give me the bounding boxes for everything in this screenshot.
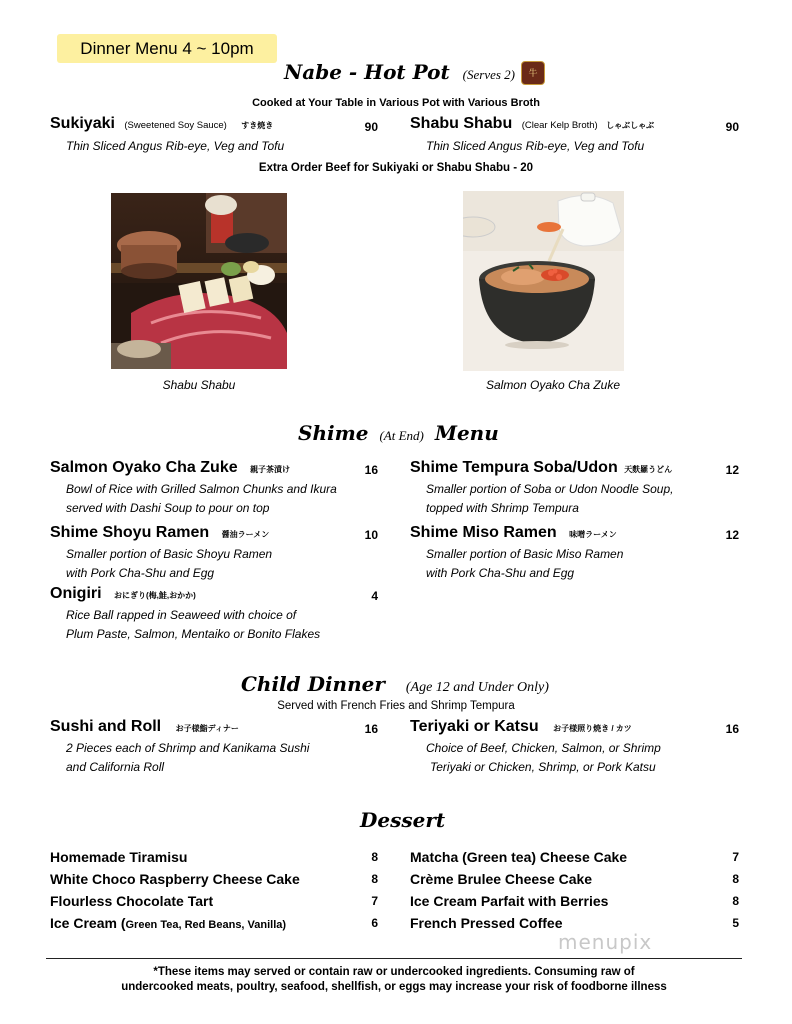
item-japanese: お子様照り焼き / カツ: [553, 724, 632, 733]
nabe-serves: (Serves 2): [462, 67, 516, 82]
shabu-shabu-photo: [111, 193, 287, 369]
price-miso-ramen: 12: [725, 528, 739, 542]
item-japanese: おにぎり(梅,鮭,おかか): [114, 591, 196, 600]
menu-item-sukiyaki: [50, 115, 273, 133]
nabe-title-text: Nabe - Hot Pot: [284, 60, 450, 84]
item-name: Sukiyaki: [50, 115, 115, 132]
menu-item-miso-ramen: [410, 524, 617, 542]
menu-item-shabu-shabu: [410, 115, 654, 133]
desc-salmon-oyako-1: Bowl of Rice with Grilled Salmon Chunks and Ikura: [66, 482, 337, 496]
desc-sukiyaki: Thin Sliced Angus Rib-eye, Veg and Tofu: [66, 139, 285, 153]
cha-zuke-illustration: [463, 191, 624, 371]
price-tempura-soba: 12: [725, 463, 739, 477]
dessert-chocolate-tart: Flourless Chocolate Tart: [50, 893, 214, 909]
desc-onigiri-1: Rice Ball rapped in Seaweed with choice of: [66, 608, 297, 622]
item-name: Shime Miso Ramen: [410, 524, 557, 541]
dessert-white-choco: White Choco Raspberry Cheese Cake: [50, 871, 300, 887]
desc-sushi-roll-1: 2 Pieces each of Shrimp and Kanikama Sushi: [66, 741, 310, 755]
desc-teriyaki-katsu-1: Choice of Beef, Chicken, Salmon, or Shrimp: [426, 741, 661, 755]
dessert-creme-brulee: Crème Brulee Cheese Cake: [410, 871, 593, 887]
price-shoyu-ramen: 10: [364, 528, 378, 542]
desc-shabu-shabu: Thin Sliced Angus Rib-eye, Veg and Tofu: [426, 139, 645, 153]
dessert-tiramisu: Homemade Tiramisu: [50, 849, 188, 865]
caption-cha-zuke: Salmon Oyako Cha Zuke: [485, 378, 621, 392]
menu-item-tempura-soba: [410, 459, 672, 477]
price-onigiri: 4: [371, 589, 378, 603]
price-chocolate-tart: 7: [371, 894, 378, 908]
shabu-shabu-illustration: [111, 193, 287, 369]
item-name: Sushi and Roll: [50, 718, 162, 735]
child-intro: Served with French Fries and Shrimp Tempura: [277, 700, 515, 712]
item-japanese: 親子茶漬け: [250, 465, 291, 474]
item-japanese: しゃぶしゃぶ: [606, 121, 655, 130]
footer-divider: [46, 958, 742, 959]
shime-title-a: Shime: [298, 421, 369, 445]
disclaimer-line-2: undercooked meats, poultry, seafood, shellfish, or eggs may increase your risk of foodborne illness: [121, 981, 667, 993]
desc-tempura-soba-1: Smaller portion of Soba or Udon Noodle Soup,: [426, 482, 674, 496]
child-age-note: (Age 12 and Under Only): [405, 680, 549, 695]
item-note: (Clear Kelp Broth): [521, 120, 598, 131]
desc-tempura-soba-2: topped with Shrimp Tempura: [426, 501, 579, 515]
raw-food-disclaimer: [46, 965, 742, 995]
menupix-watermark: menupix: [558, 930, 653, 954]
price-white-choco: 8: [371, 872, 378, 886]
desc-salmon-oyako-2: served with Dashi Soup to pour on top: [66, 501, 270, 515]
extra-beef-note: Extra Order Beef for Sukiyaki or Shabu Shabu - 20: [258, 162, 534, 174]
cha-zuke-photo: [463, 191, 624, 371]
shime-title: [298, 421, 499, 445]
desc-miso-ramen-1: Smaller portion of Basic Miso Ramen: [426, 547, 624, 561]
child-dinner-title: [241, 672, 549, 696]
menu-item-teriyaki-katsu: [410, 718, 632, 736]
price-parfait: 8: [732, 894, 739, 908]
price-teriyaki-katsu: 16: [725, 722, 739, 736]
child-title-text: Child Dinner: [241, 672, 385, 696]
dessert-ice-cream: [50, 915, 286, 931]
item-japanese: 味噌ラーメン: [569, 530, 617, 539]
price-salmon-oyako: 16: [364, 463, 378, 477]
item-japanese: すき焼き: [241, 121, 274, 130]
item-name: Salmon Oyako Cha Zuke: [50, 459, 238, 476]
item-name: Shime Shoyu Ramen: [50, 524, 210, 541]
menu-item-shoyu-ramen: [50, 524, 269, 542]
dessert-ice-cream-name: Ice Cream (: [50, 915, 126, 931]
price-sukiyaki: 90: [364, 120, 378, 134]
dessert-matcha-cheesecake: Matcha (Green tea) Cheese Cake: [410, 849, 628, 865]
item-name: Onigiri: [50, 585, 102, 602]
shime-title-c: Menu: [434, 421, 499, 445]
disclaimer-line-1: *These items may served or contain raw or undercooked ingredients. Consuming raw of: [153, 966, 635, 978]
item-japanese: お子様鮨ディナー: [175, 724, 239, 733]
desc-miso-ramen-2: with Pork Cha-Shu and Egg: [426, 566, 575, 580]
caption-shabu-shabu: Shabu Shabu: [162, 378, 236, 392]
dessert-french-coffee: French Pressed Coffee: [410, 915, 563, 931]
item-name: Shabu Shabu: [410, 115, 513, 132]
wagyu-logo-icon: 牛: [521, 61, 545, 85]
price-sushi-roll: 16: [364, 722, 378, 736]
item-japanese: 醤油ラーメン: [221, 530, 270, 539]
price-shabu-shabu: 90: [725, 120, 739, 134]
price-french-coffee: 5: [732, 916, 739, 930]
dessert-title: Dessert: [360, 808, 446, 832]
item-name: Shime Tempura Soba/Udon: [410, 459, 618, 476]
item-name: Teriyaki or Katsu: [410, 718, 539, 735]
hours-badge: Dinner Menu 4 ~ 10pm: [57, 34, 277, 63]
nabe-title: [284, 60, 515, 84]
dessert-ice-cream-flavors: Green Tea, Red Beans, Vanilla): [125, 919, 287, 931]
desc-shoyu-ramen-2: with Pork Cha-Shu and Egg: [66, 566, 215, 580]
item-japanese: 天麩羅うどん: [624, 465, 673, 474]
nabe-intro: Cooked at Your Table in Various Pot with Various Broth: [252, 97, 540, 109]
dessert-parfait: Ice Cream Parfait with Berries: [410, 893, 609, 909]
price-tiramisu: 8: [371, 850, 378, 864]
shime-title-b: (At End): [379, 428, 424, 443]
price-matcha-cheesecake: 7: [732, 850, 739, 864]
desc-onigiri-2: Plum Paste, Salmon, Mentaiko or Bonito Flakes: [66, 627, 321, 641]
item-note: (Sweetened Soy Sauce): [124, 120, 227, 131]
menu-item-onigiri: [50, 585, 196, 603]
price-creme-brulee: 8: [732, 872, 739, 886]
menu-item-salmon-oyako: [50, 459, 290, 477]
menu-item-sushi-roll: [50, 718, 239, 736]
desc-shoyu-ramen-1: Smaller portion of Basic Shoyu Ramen: [66, 547, 273, 561]
desc-teriyaki-katsu-2: Teriyaki or Chicken, Shrimp, or Pork Katsu: [430, 760, 656, 774]
desc-sushi-roll-2: and California Roll: [66, 760, 165, 774]
price-ice-cream: 6: [371, 916, 378, 930]
